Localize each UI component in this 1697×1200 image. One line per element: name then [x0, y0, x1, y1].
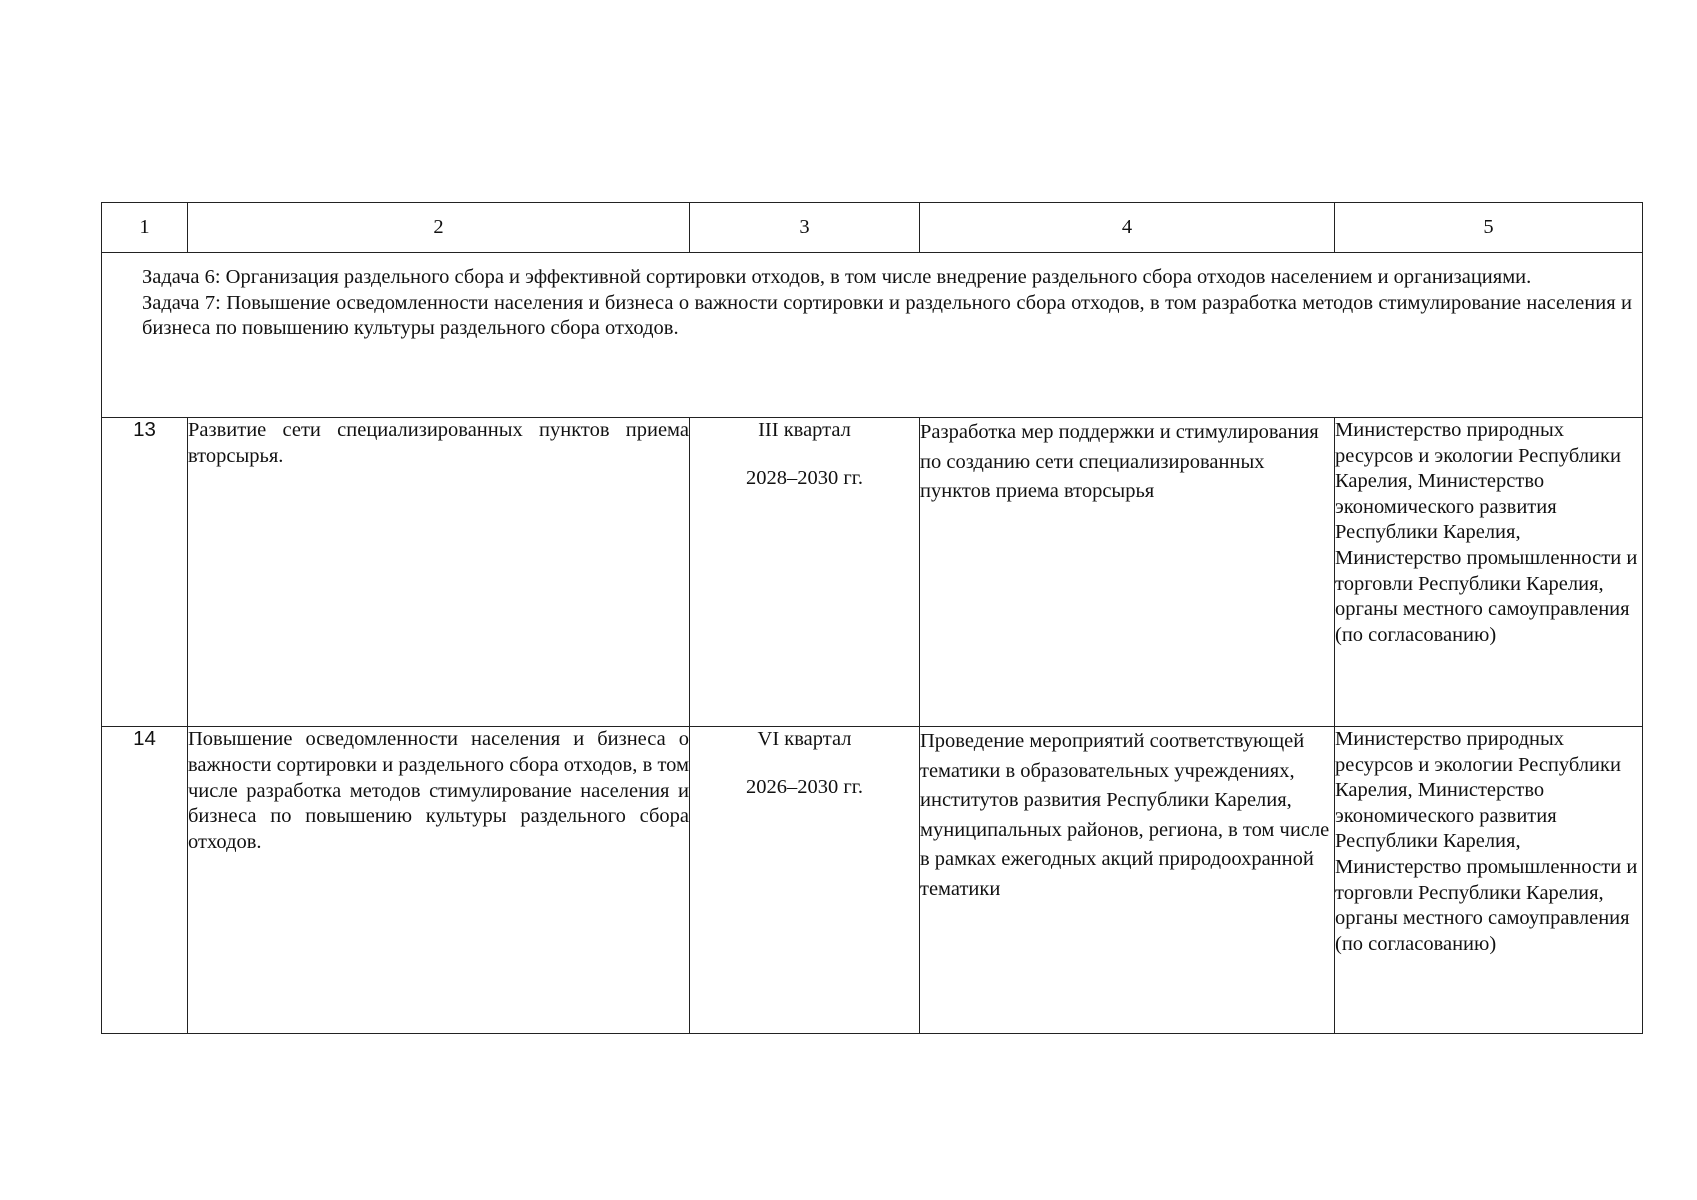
expected-result: Разработка мер поддержки и стимулирования по созданию сети специализированных пунктов приема вторсырья	[920, 418, 1335, 727]
task-7-text: Задача 7: Повышение осведомленности населения и бизнеса о важности сортировки и раздельного сбора отходов, в том разработка методов стимулирование населения и бизнеса по повышению культуры раздельного сбора отходов.	[142, 291, 1632, 339]
period-quarter: VI квартал	[757, 728, 852, 750]
measure-description: Повышение осведомленности населения и бизнеса о важности сортировки и раздельного сбора отходов, в том числе разработка методов стимулирование населения и бизнеса по повышению культуры раздельного сбора отходов.	[188, 727, 690, 1034]
task-cell	[102, 253, 1643, 418]
table-row	[102, 418, 1643, 727]
column-number-3: 3	[690, 203, 920, 253]
column-number-2: 2	[188, 203, 690, 253]
column-number-4: 4	[920, 203, 1335, 253]
row-number: 14	[102, 727, 188, 1034]
responsible-executors: Министерство природных ресурсов и экологии Республики Карелия, Министерство экономического развития Республики Карелия, Министерство промышленности и торговли Республики Карелия, органы местного самоуправления (по согласованию)	[1335, 727, 1643, 1034]
column-number-1: 1	[102, 203, 188, 253]
period-years: 2028–2030 гг.	[745, 467, 863, 489]
measure-period	[690, 418, 920, 727]
plan-table	[101, 202, 1643, 1034]
task-row	[102, 253, 1643, 418]
measure-period	[690, 727, 920, 1034]
period-quarter: III квартал	[758, 419, 851, 441]
column-number-row	[102, 203, 1643, 253]
column-number-5: 5	[1335, 203, 1643, 253]
responsible-executors: Министерство природных ресурсов и экологии Республики Карелия, Министерство экономического развития Республики Карелия, Министерство промышленности и торговли Республики Карелия, органы местного самоуправления (по согласованию)	[1335, 418, 1643, 727]
measure-description: Развитие сети специализированных пунктов приема вторсырья.	[188, 418, 690, 727]
period-years: 2026–2030 гг.	[745, 776, 863, 798]
table-row	[102, 727, 1643, 1034]
expected-result: Проведение мероприятий соответствующей тематики в образовательных учреждениях, институтов развития Республики Карелия, муниципальных районов, региона, в том числе в рамках ежегодных акций природоохранной тематики	[920, 727, 1335, 1034]
task-6-text: Задача 6: Организация раздельного сбора и эффективной сортировки отходов, в том числе внедрение раздельного сбора отходов населением и организациями.	[142, 266, 1532, 288]
row-number: 13	[102, 418, 188, 727]
